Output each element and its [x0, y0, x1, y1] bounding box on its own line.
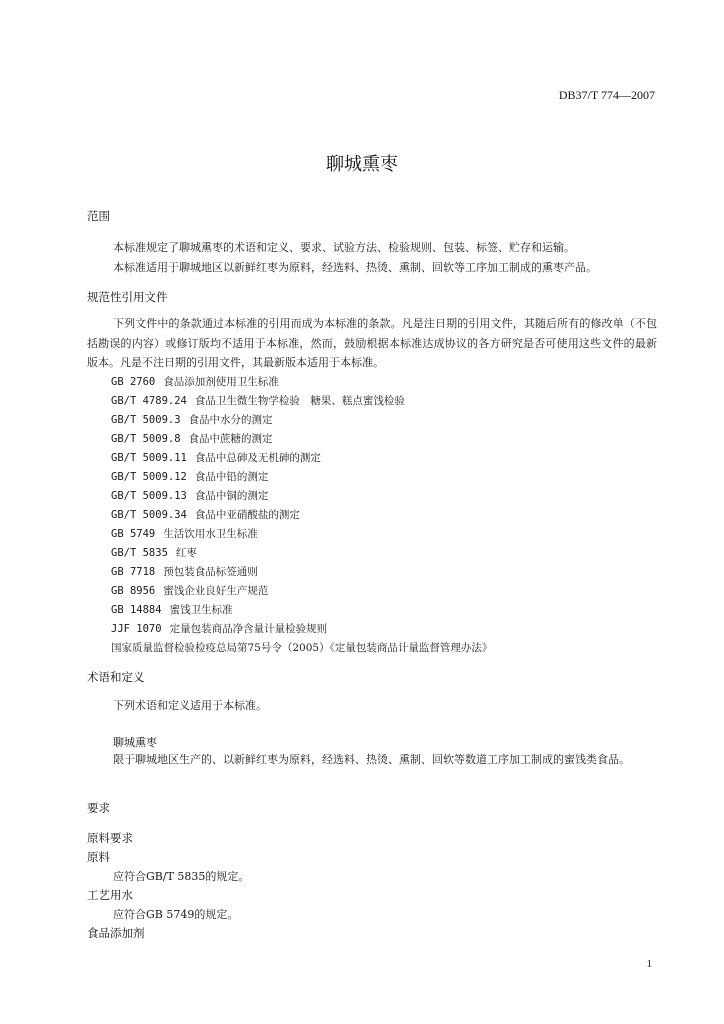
- reference-item: GB/T 5009.12 食品中铅的测定: [111, 471, 269, 483]
- document-title: 聊城熏枣: [326, 154, 398, 175]
- reference-item: GB/T 5009.13 食品中铜的测定: [111, 490, 269, 502]
- subsection-heading-raw-material: 原料: [87, 850, 110, 864]
- standard-code: DB37/T 774—2007: [558, 88, 655, 102]
- raw-material-text: 应符合GB/T 5835的规定。: [113, 870, 250, 883]
- reference-item: GB/T 5009.11 食品中总砷及无机砷的测定: [111, 452, 321, 464]
- terms-intro: 下列术语和定义适用于本标准。: [113, 699, 267, 712]
- subsection-heading-raw-requirements: 原料要求: [87, 831, 133, 845]
- subsection-heading-food-additive: 食品添加剂: [87, 926, 145, 940]
- section-heading-scope: 范围: [87, 209, 110, 223]
- section-heading-terms: 术语和定义: [87, 670, 145, 684]
- scope-paragraph-1: 本标准规定了聊城熏枣的术语和定义、要求、试验方法、检验规则、包装、标签、贮存和运输。: [113, 241, 575, 254]
- scope-paragraph-2: 本标准适用于聊城地区以新鲜红枣为原料，经选料、热烫、熏制、回软等工序加工制成的熏枣产品。: [113, 261, 597, 274]
- page-number: 1: [646, 958, 652, 970]
- reference-item: GB/T 5009.34 食品中亚硝酸盐的测定: [111, 509, 300, 521]
- reference-item: GB 8956 蜜饯企业良好生产规范: [111, 585, 269, 597]
- reference-item: GB 2760 食品添加剂使用卫生标准: [111, 376, 279, 388]
- normative-intro: 下列文件中的条款通过本标准的引用而成为本标准的条款。凡是注日期的引用文件，其随后所有的修改单（不包括勘误的内容）或修订版均不适用于本标准，然而，鼓励根据本标准达成协议的各方研究是否可使用这些文件的最新版本。凡是不注日期的引用文件，其最新版本适用于本标准。: [87, 317, 657, 369]
- reference-item: GB/T 5835 红枣: [111, 547, 197, 559]
- reference-item: GB/T 5009.3 食品中水分的测定: [111, 414, 273, 426]
- reference-item: GB 14884 蜜饯卫生标准: [111, 604, 233, 616]
- reference-decree: 国家质量监督检验检疫总局第75号令（2005）《定量包装商品计量监督管理办法》: [111, 642, 493, 654]
- section-heading-normative: 规范性引用文件: [87, 290, 168, 304]
- reference-item: GB/T 4789.24 食品卫生微生物学检验 糖果、糕点蜜饯检验: [111, 395, 405, 407]
- section-heading-requirements: 要求: [87, 801, 110, 815]
- term-name: 聊城熏枣: [113, 736, 157, 749]
- reference-item: JJF 1070 定量包装商品净含量计量检验规则: [111, 623, 328, 635]
- reference-item: GB/T 5009.8 食品中蔗糖的测定: [111, 433, 273, 445]
- process-water-text: 应符合GB 5749的规定。: [113, 908, 239, 921]
- reference-item: GB 7718 预包装食品标签通则: [111, 566, 258, 578]
- term-definition: 限于聊城地区生产的、以新鲜红枣为原料，经选料、热烫、熏制、回软等数道工序加工制成的蜜饯类食品。: [113, 753, 630, 766]
- reference-item: GB 5749 生活饮用水卫生标准: [111, 528, 258, 540]
- subsection-heading-process-water: 工艺用水: [87, 888, 133, 902]
